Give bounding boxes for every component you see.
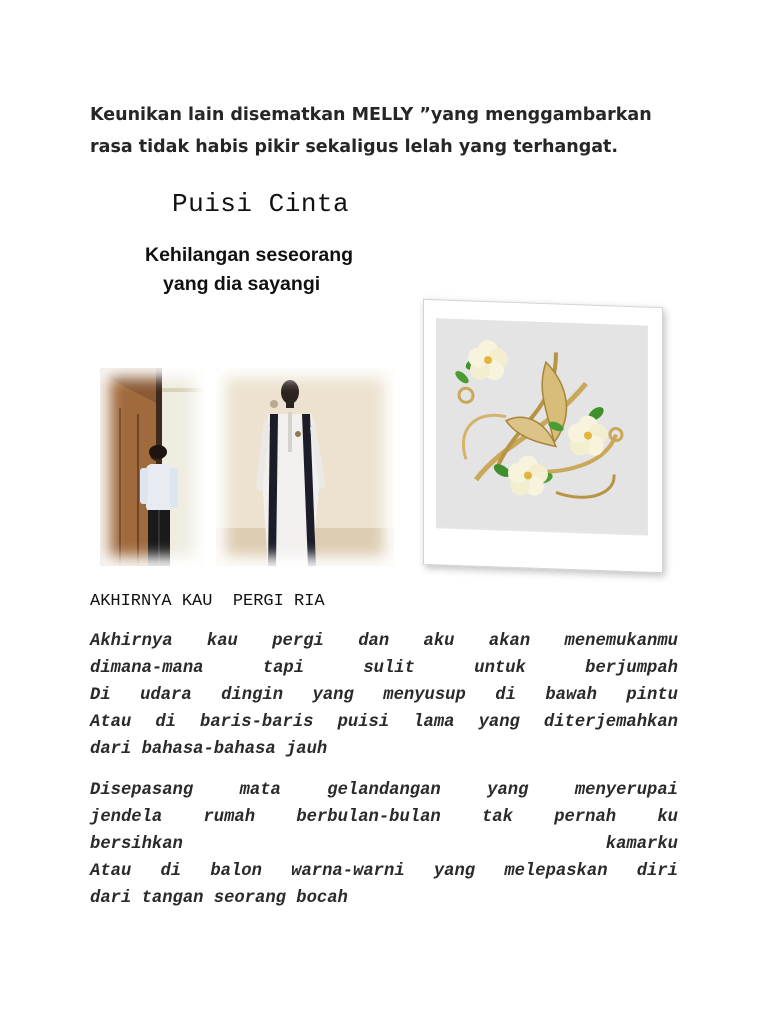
intro-line-1: Keunikan lain disematkan MELLY ”yang menggambarkan [90,105,652,125]
intro-paragraph [90,99,690,163]
floral-ornament-illustration [436,318,646,533]
poem-heading: AKHIRNYA KAU PERGI RIA [90,592,325,611]
intro-line-2: rasa tidak habis pikir sekaligus lelah yang terhangat. [90,137,619,157]
stanza-2-line: Atau di balon warna-warni yang melepaskan diri [90,862,678,881]
subtitle-line-2: yang dia sayangi [163,273,321,295]
poem-subtitle [145,241,353,299]
stanza-1-line: dari bahasa-bahasa jauh [90,740,328,759]
poem-stanza-2 [90,777,678,912]
photo-man-in-tracksuit [216,368,394,566]
photo-man-illustration [216,368,394,566]
poem-collection-title: Puisi Cinta [172,189,350,219]
stanza-2-word: bersihkan [90,835,183,854]
stanza-2-word: kamarku [605,835,678,854]
stanza-1-line: Akhirnya kau pergi dan aku akan menemukanmu [90,632,678,651]
poem-stanza-1 [90,628,678,763]
stanza-2-line: jendela rumah berbulan-bulan tak pernah ku [90,808,678,827]
floral-picture-canvas [436,318,648,535]
stanza-2-line: dari tangan seorang bocah [90,889,348,908]
photo-woman-by-door [100,368,204,566]
stanza-2-line: Disepasang mata gelandangan yang menyerupai [90,781,678,800]
framed-floral-picture [423,299,663,573]
subtitle-line-1: Kehilangan seseorang [145,244,354,266]
stanza-2-line-split [90,831,678,858]
stanza-1-line: Di udara dingin yang menyusup di bawah pintu [90,686,678,705]
stanza-1-line: dimana-mana tapi sulit untuk berjumpah [90,659,678,678]
photo-woman-illustration [100,368,204,566]
stanza-1-line: Atau di baris-baris puisi lama yang diterjemahkan [90,713,678,732]
